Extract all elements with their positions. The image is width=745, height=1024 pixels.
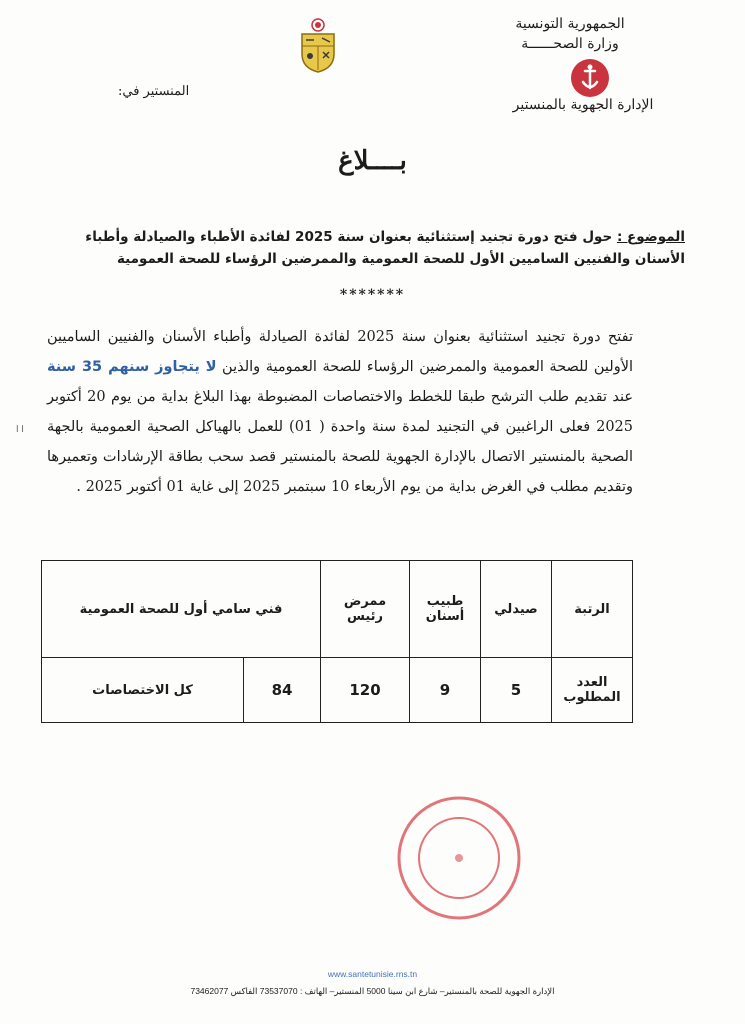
count-head-nurse: 120 xyxy=(321,658,410,723)
table-row xyxy=(42,658,633,723)
table-row xyxy=(42,561,633,658)
header-institution xyxy=(465,14,675,54)
rank-dentist: طبيب أسنان xyxy=(410,561,481,658)
rank-head-nurse: ممرض رئيس xyxy=(321,561,410,658)
count-row-label: العدد المطلوب xyxy=(552,658,633,723)
rank-pharmacist: صيدلي xyxy=(481,561,552,658)
subject-label: الموضوع : xyxy=(616,229,685,245)
subject-block xyxy=(45,226,685,270)
notice-title: بــــلاغ xyxy=(338,146,407,176)
footer-website: www.santetunisie.rns.tn xyxy=(327,969,418,979)
ministry-logo-icon xyxy=(570,58,610,98)
rank-senior-technician: فني سامي أول للصحة العمومية xyxy=(42,561,321,658)
margin-mark: ا ا xyxy=(16,425,24,435)
notice-body xyxy=(47,322,633,502)
footer-address: الإدارة الجهوية للصحة بالمنستير– شارع ابن سينا 5000 المنستير– الهاتف : 73537070 الفاكس 73462077 xyxy=(190,986,555,996)
body-text-part2: عند تقديم طلب الترشح طبقا للخطط والاختصاصات المضبوطة بهذا البلاغ بداية من يوم 20 أكتوبر 2025 فعلى الراغبين في التجنيد لمدة سنة واحدة ( 01) للعمل بالهياكل الصحية العمومية بالجهة الصحية بالمنستير الاتصال بالإدارة الجهوية للصحة بالمنستير قصد سحب بطاقة الإرشادات وتعميرها وتقديم مطلب في الغرض بداية من يوم الأربعاء 10 سبتمبر 2025 إلى غاية 01 أكتوبر 2025 . xyxy=(47,389,634,495)
separator: ******* xyxy=(339,287,406,303)
republic-name: الجمهورية التونسية xyxy=(515,16,625,32)
place-date-label: المنستير في: xyxy=(118,84,190,99)
positions-table xyxy=(41,560,633,723)
count-pharmacist: 5 xyxy=(481,658,552,723)
ministry-name: وزارة الصحــــــة xyxy=(521,36,619,52)
count-dentist: 9 xyxy=(410,658,481,723)
regional-administration: الإدارة الجهوية بالمنستير xyxy=(512,97,654,113)
subject-text: حول فتح دورة تجنيد إستثنائية بعنوان سنة 2025 لفائدة الأطباء والصيادلة وأطباء الأسنان والفنيين الساميين الأول للصحة العمومية والممرضين الرؤساء للصحة العمومية xyxy=(85,229,685,267)
count-senior-technician: 84 xyxy=(244,658,321,723)
body-text-part1: تفتح دورة تجنيد استثنائية بعنوان سنة 2025 لفائدة الصيادلة وأطباء الأسنان والفنيين الساميين الأولين للصحة العمومية والممرضين الرؤساء للصحة العمومية والذين xyxy=(47,329,633,375)
specialty-all: كل الاختصاصات xyxy=(42,658,244,723)
coat-of-arms-icon xyxy=(296,18,340,74)
age-limit-highlight: لا يتجاوز سنهم 35 سنة xyxy=(47,359,217,375)
official-stamp-icon xyxy=(394,793,524,923)
rank-row-label: الرتبة xyxy=(552,561,633,658)
